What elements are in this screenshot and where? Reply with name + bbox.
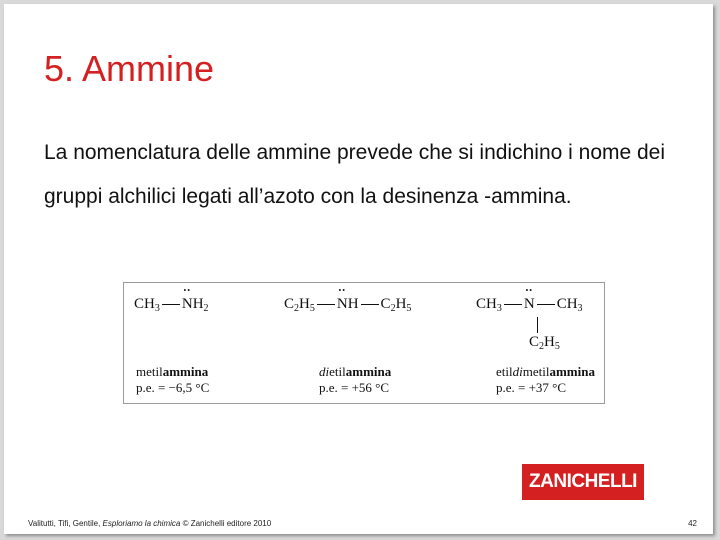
ethyldimethylamine-formula: $CH_3••$ N $CH_3$ bbox=[476, 296, 583, 314]
page-number: 42 bbox=[688, 519, 697, 528]
slide bbox=[4, 4, 713, 534]
ethyl-group: $C_2H_5$ bbox=[529, 334, 560, 352]
body-text: La nomenclatura delle ammine prevede che si indichino i nome dei gruppi alchilici legati all’azoto con la desinenza -ammina. bbox=[44, 141, 666, 208]
amine-examples-figure bbox=[123, 282, 605, 404]
diethylamine-boiling-point: p.e. = +56 °C bbox=[319, 380, 390, 395]
footer-citation: Valitutti, Tifi, Gentile, Esploriamo la chimica © Zanichelli editore 2010 bbox=[28, 519, 272, 528]
methylamine-formula: $CH_3••$ $NH_2$ bbox=[134, 296, 209, 314]
methylamine-boiling-point: p.e. = −6,5 °C bbox=[136, 380, 210, 395]
zanichelli-logo: ZANICHELLI bbox=[522, 464, 644, 500]
methylamine-name: metilammina bbox=[136, 364, 209, 379]
slide-title: 5. Ammine bbox=[44, 48, 215, 89]
ethyldimethylamine-name: etildimetilammina bbox=[496, 364, 595, 379]
diethylamine-formula: $C_2H_5••$ NH $C_2H_5$ bbox=[284, 296, 411, 314]
ethyldimethylamine-boiling-point: p.e. = +37 °C bbox=[496, 380, 567, 395]
ethyl-vertical-bond bbox=[537, 317, 538, 333]
diethylamine-name: dietilammina bbox=[319, 364, 392, 379]
